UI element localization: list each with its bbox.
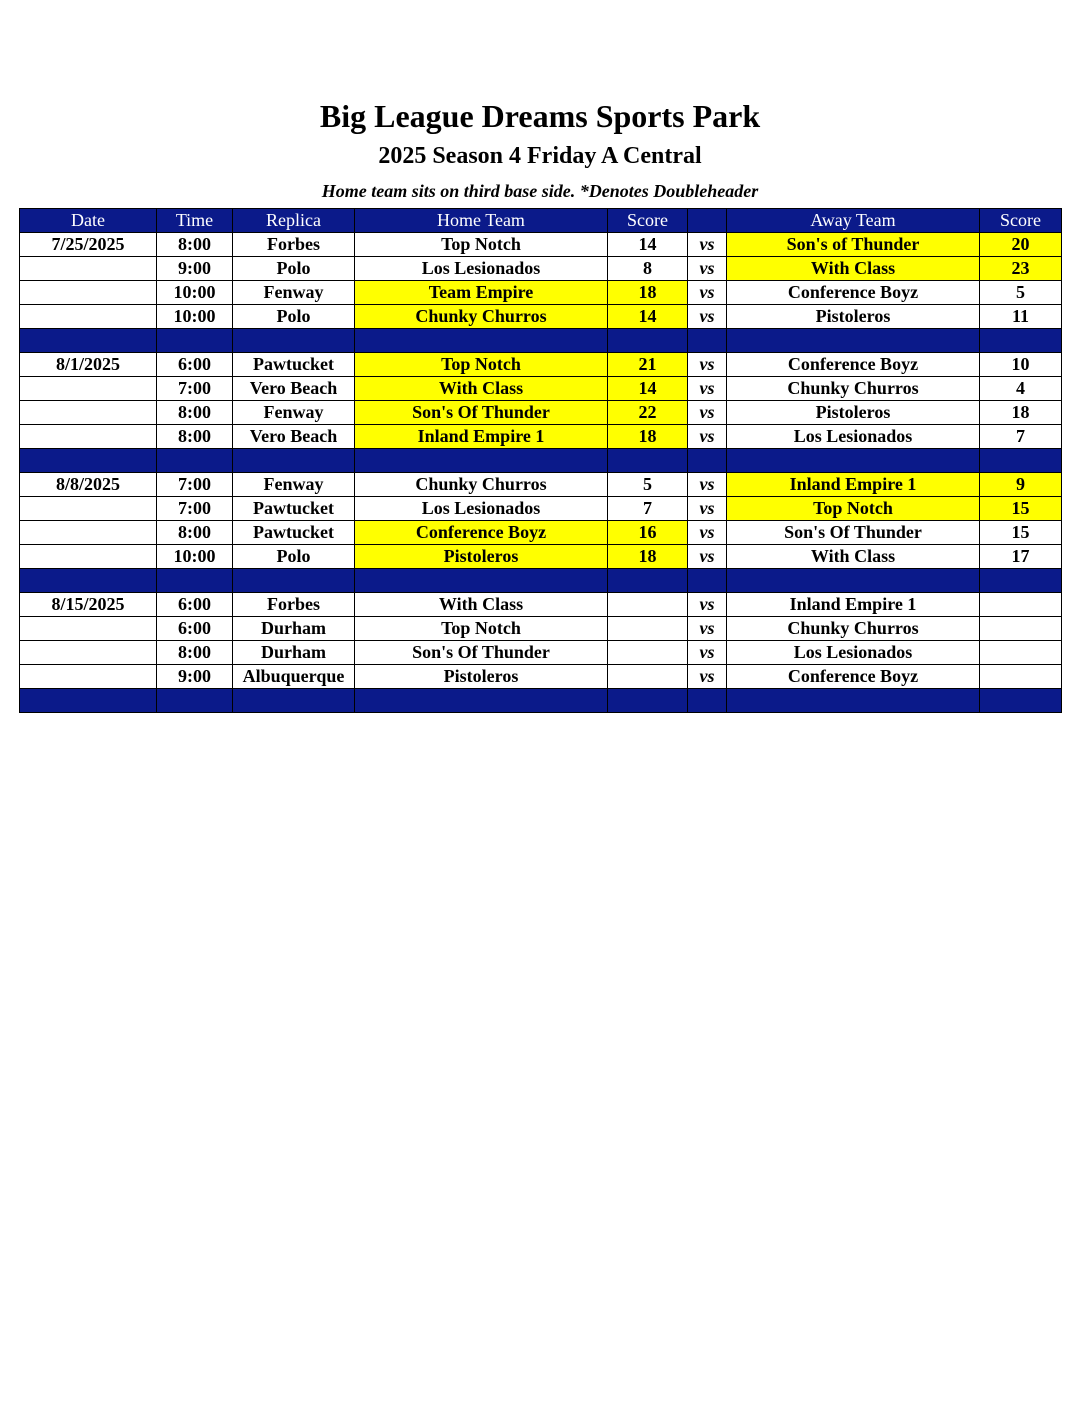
game-time: 7:00 [157,473,233,497]
game-time: 10:00 [157,305,233,329]
game-row [20,521,1062,545]
separator-cell [355,329,608,353]
week-separator-row [20,329,1062,353]
home-team: Team Empire [355,281,608,305]
home-team: Top Notch [355,353,608,377]
game-row [20,497,1062,521]
away-team: Pistoleros [727,401,980,425]
home-score: 14 [608,377,688,401]
game-replica-field: Forbes [233,233,355,257]
separator-cell [688,569,727,593]
separator-cell [233,689,355,713]
vs-label: vs [688,401,727,425]
game-row [20,401,1062,425]
home-team: With Class [355,377,608,401]
col-header-away-team: Away Team [727,209,980,233]
game-date: 7/25/2025 [20,233,157,257]
separator-cell [980,329,1062,353]
game-date [20,521,157,545]
separator-cell [688,689,727,713]
away-team: With Class [727,257,980,281]
game-replica-field: Vero Beach [233,377,355,401]
separator-cell [233,329,355,353]
separator-cell [727,329,980,353]
away-score: 4 [980,377,1062,401]
col-header-home-team: Home Team [355,209,608,233]
vs-label: vs [688,473,727,497]
away-score [980,641,1062,665]
col-header-date: Date [20,209,157,233]
game-time: 8:00 [157,233,233,257]
away-team: Los Lesionados [727,425,980,449]
game-time: 10:00 [157,545,233,569]
game-replica-field: Polo [233,545,355,569]
game-row [20,425,1062,449]
away-score: 18 [980,401,1062,425]
home-score [608,593,688,617]
game-replica-field: Pawtucket [233,521,355,545]
away-team: Inland Empire 1 [727,593,980,617]
col-header-vs [688,209,727,233]
away-team: Chunky Churros [727,617,980,641]
game-row [20,305,1062,329]
game-replica-field: Fenway [233,401,355,425]
away-score [980,593,1062,617]
game-date [20,401,157,425]
home-team: Son's Of Thunder [355,401,608,425]
game-replica-field: Vero Beach [233,425,355,449]
away-score: 7 [980,425,1062,449]
game-row [20,641,1062,665]
home-score: 21 [608,353,688,377]
game-date: 8/15/2025 [20,593,157,617]
game-row [20,257,1062,281]
separator-cell [355,449,608,473]
home-score: 16 [608,521,688,545]
away-team: Conference Boyz [727,665,980,689]
schedule-table [19,208,1062,713]
week-separator-row [20,449,1062,473]
game-row [20,545,1062,569]
vs-label: vs [688,257,727,281]
away-score: 11 [980,305,1062,329]
away-score: 10 [980,353,1062,377]
week-separator-row [20,569,1062,593]
separator-cell [688,329,727,353]
game-replica-field: Polo [233,257,355,281]
home-score: 18 [608,545,688,569]
game-date [20,665,157,689]
away-team: Son's Of Thunder [727,521,980,545]
away-score: 15 [980,497,1062,521]
game-time: 8:00 [157,425,233,449]
game-row [20,377,1062,401]
vs-label: vs [688,377,727,401]
separator-cell [20,329,157,353]
game-date [20,545,157,569]
separator-cell [727,569,980,593]
away-team: Los Lesionados [727,641,980,665]
vs-label: vs [688,305,727,329]
separator-cell [608,449,688,473]
vs-label: vs [688,617,727,641]
game-date [20,377,157,401]
game-time: 6:00 [157,617,233,641]
home-team: Conference Boyz [355,521,608,545]
game-date [20,641,157,665]
away-score: 20 [980,233,1062,257]
separator-cell [157,689,233,713]
game-date [20,257,157,281]
away-team: With Class [727,545,980,569]
away-team: Chunky Churros [727,377,980,401]
col-header-away-score: Score [980,209,1062,233]
separator-cell [157,329,233,353]
home-score: 14 [608,233,688,257]
col-header-replica: Replica [233,209,355,233]
away-team: Conference Boyz [727,353,980,377]
separator-cell [608,689,688,713]
vs-label: vs [688,281,727,305]
game-row [20,593,1062,617]
game-replica-field: Durham [233,617,355,641]
home-score: 22 [608,401,688,425]
game-time: 8:00 [157,521,233,545]
col-header-home-score: Score [608,209,688,233]
game-row [20,233,1062,257]
vs-label: vs [688,545,727,569]
away-score: 5 [980,281,1062,305]
home-team: Los Lesionados [355,497,608,521]
game-replica-field: Pawtucket [233,353,355,377]
separator-cell [233,449,355,473]
game-time: 6:00 [157,353,233,377]
separator-cell [20,449,157,473]
home-score: 7 [608,497,688,521]
separator-cell [980,569,1062,593]
away-team: Pistoleros [727,305,980,329]
away-team: Son's of Thunder [727,233,980,257]
separator-cell [355,689,608,713]
home-team: Inland Empire 1 [355,425,608,449]
away-score [980,617,1062,641]
game-replica-field: Fenway [233,281,355,305]
home-team: Son's Of Thunder [355,641,608,665]
game-replica-field: Albuquerque [233,665,355,689]
home-team: With Class [355,593,608,617]
table-header-row [20,209,1062,233]
home-team: Top Notch [355,617,608,641]
home-score: 5 [608,473,688,497]
doubleheader-note: Home team sits on third base side. *Denotes Doubleheader [321,181,759,201]
home-score: 14 [608,305,688,329]
separator-cell [355,569,608,593]
away-team: Top Notch [727,497,980,521]
away-score [980,665,1062,689]
game-time: 10:00 [157,281,233,305]
game-replica-field: Pawtucket [233,497,355,521]
home-team: Pistoleros [355,665,608,689]
home-team: Chunky Churros [355,305,608,329]
home-score: 8 [608,257,688,281]
separator-cell [727,689,980,713]
page-subtitle: 2025 Season 4 Friday A Central [378,143,702,169]
game-date: 8/1/2025 [20,353,157,377]
separator-cell [608,329,688,353]
game-time: 8:00 [157,401,233,425]
home-team: Top Notch [355,233,608,257]
home-team: Pistoleros [355,545,608,569]
game-row [20,665,1062,689]
game-time: 7:00 [157,377,233,401]
separator-cell [608,569,688,593]
game-replica-field: Polo [233,305,355,329]
home-team: Los Lesionados [355,257,608,281]
game-row [20,473,1062,497]
home-score [608,665,688,689]
vs-label: vs [688,353,727,377]
separator-cell [20,689,157,713]
away-score: 15 [980,521,1062,545]
vs-label: vs [688,425,727,449]
home-score: 18 [608,281,688,305]
away-score: 17 [980,545,1062,569]
game-time: 9:00 [157,665,233,689]
separator-cell [980,449,1062,473]
home-score [608,641,688,665]
week-separator-row [20,689,1062,713]
game-replica-field: Fenway [233,473,355,497]
vs-label: vs [688,593,727,617]
game-date [20,617,157,641]
game-row [20,281,1062,305]
game-time: 8:00 [157,641,233,665]
separator-cell [727,449,980,473]
home-team: Chunky Churros [355,473,608,497]
game-time: 9:00 [157,257,233,281]
home-score [608,617,688,641]
game-date [20,305,157,329]
vs-label: vs [688,641,727,665]
game-time: 7:00 [157,497,233,521]
schedule-body [20,233,1062,713]
game-row [20,353,1062,377]
away-score: 23 [980,257,1062,281]
game-replica-field: Durham [233,641,355,665]
page-title: Big League Dreams Sports Park [319,98,761,134]
game-time: 6:00 [157,593,233,617]
away-team: Inland Empire 1 [727,473,980,497]
separator-cell [157,449,233,473]
away-score: 9 [980,473,1062,497]
col-header-time: Time [157,209,233,233]
game-date [20,281,157,305]
separator-cell [233,569,355,593]
game-date [20,497,157,521]
vs-label: vs [688,497,727,521]
separator-cell [20,569,157,593]
vs-label: vs [688,233,727,257]
game-date: 8/8/2025 [20,473,157,497]
game-replica-field: Forbes [233,593,355,617]
game-row [20,617,1062,641]
separator-cell [157,569,233,593]
separator-cell [980,689,1062,713]
home-score: 18 [608,425,688,449]
vs-label: vs [688,665,727,689]
away-team: Conference Boyz [727,281,980,305]
game-date [20,425,157,449]
separator-cell [688,449,727,473]
vs-label: vs [688,521,727,545]
